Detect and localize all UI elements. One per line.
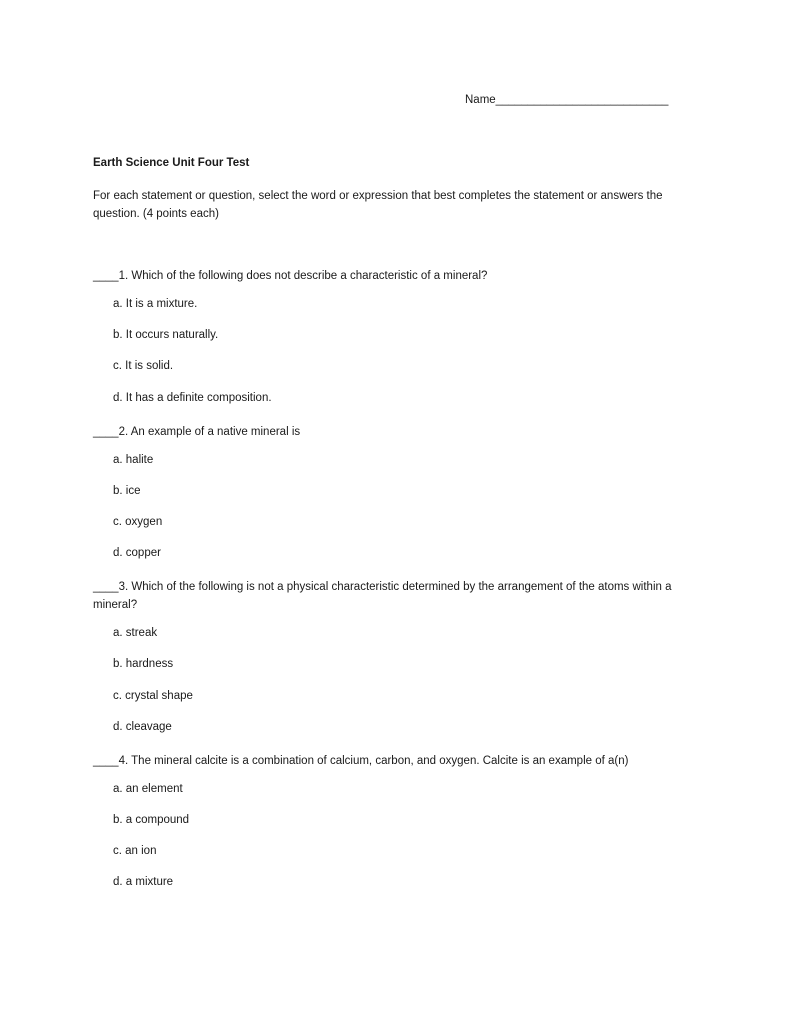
question-1-option-b: b. It occurs naturally. — [113, 329, 219, 341]
question-4-option-d: d. a mixture — [113, 876, 174, 888]
question-4-option-b: b. a compound — [113, 814, 190, 826]
question-3-option-d: d. cleavage — [113, 721, 172, 733]
question-4: ____4. The mineral calcite is a combination of calcium, carbon, and oxygen. Calcite is an example of a(n) — [93, 755, 629, 767]
question-1-option-d: d. It has a definite composition. — [113, 392, 272, 404]
test-title: Earth Science Unit Four Test — [93, 157, 250, 169]
question-2: ____2. An example of a native mineral is — [93, 426, 301, 438]
question-1-option-a: a. It is a mixture. — [113, 298, 198, 310]
question-4-option-a: a. an element — [113, 783, 183, 795]
question-3-option-a: a. streak — [113, 627, 158, 639]
question-2-option-c: c. oxygen — [113, 516, 163, 528]
question-2-option-d: d. copper — [113, 547, 161, 559]
question-3: ____3. Which of the following is not a physical characteristic determined by the arrangement of the atoms within a mineral? — [93, 581, 672, 611]
question-1: ____1. Which of the following does not describe a characteristic of a mineral? — [93, 270, 488, 282]
question-3-option-b: b. hardness — [113, 658, 174, 670]
question-4-option-c: c. an ion — [113, 845, 157, 857]
test-instructions: For each statement or question, select the word or expression that best completes the statement or answers the question. (4 points each) — [93, 190, 663, 220]
question-2-option-b: b. ice — [113, 485, 141, 497]
question-3-option-c: c. crystal shape — [113, 690, 193, 702]
question-1-option-c: c. It is solid. — [113, 360, 174, 372]
question-2-option-a: a. halite — [113, 454, 154, 466]
student-name-line: Name___________________________ — [465, 94, 669, 106]
